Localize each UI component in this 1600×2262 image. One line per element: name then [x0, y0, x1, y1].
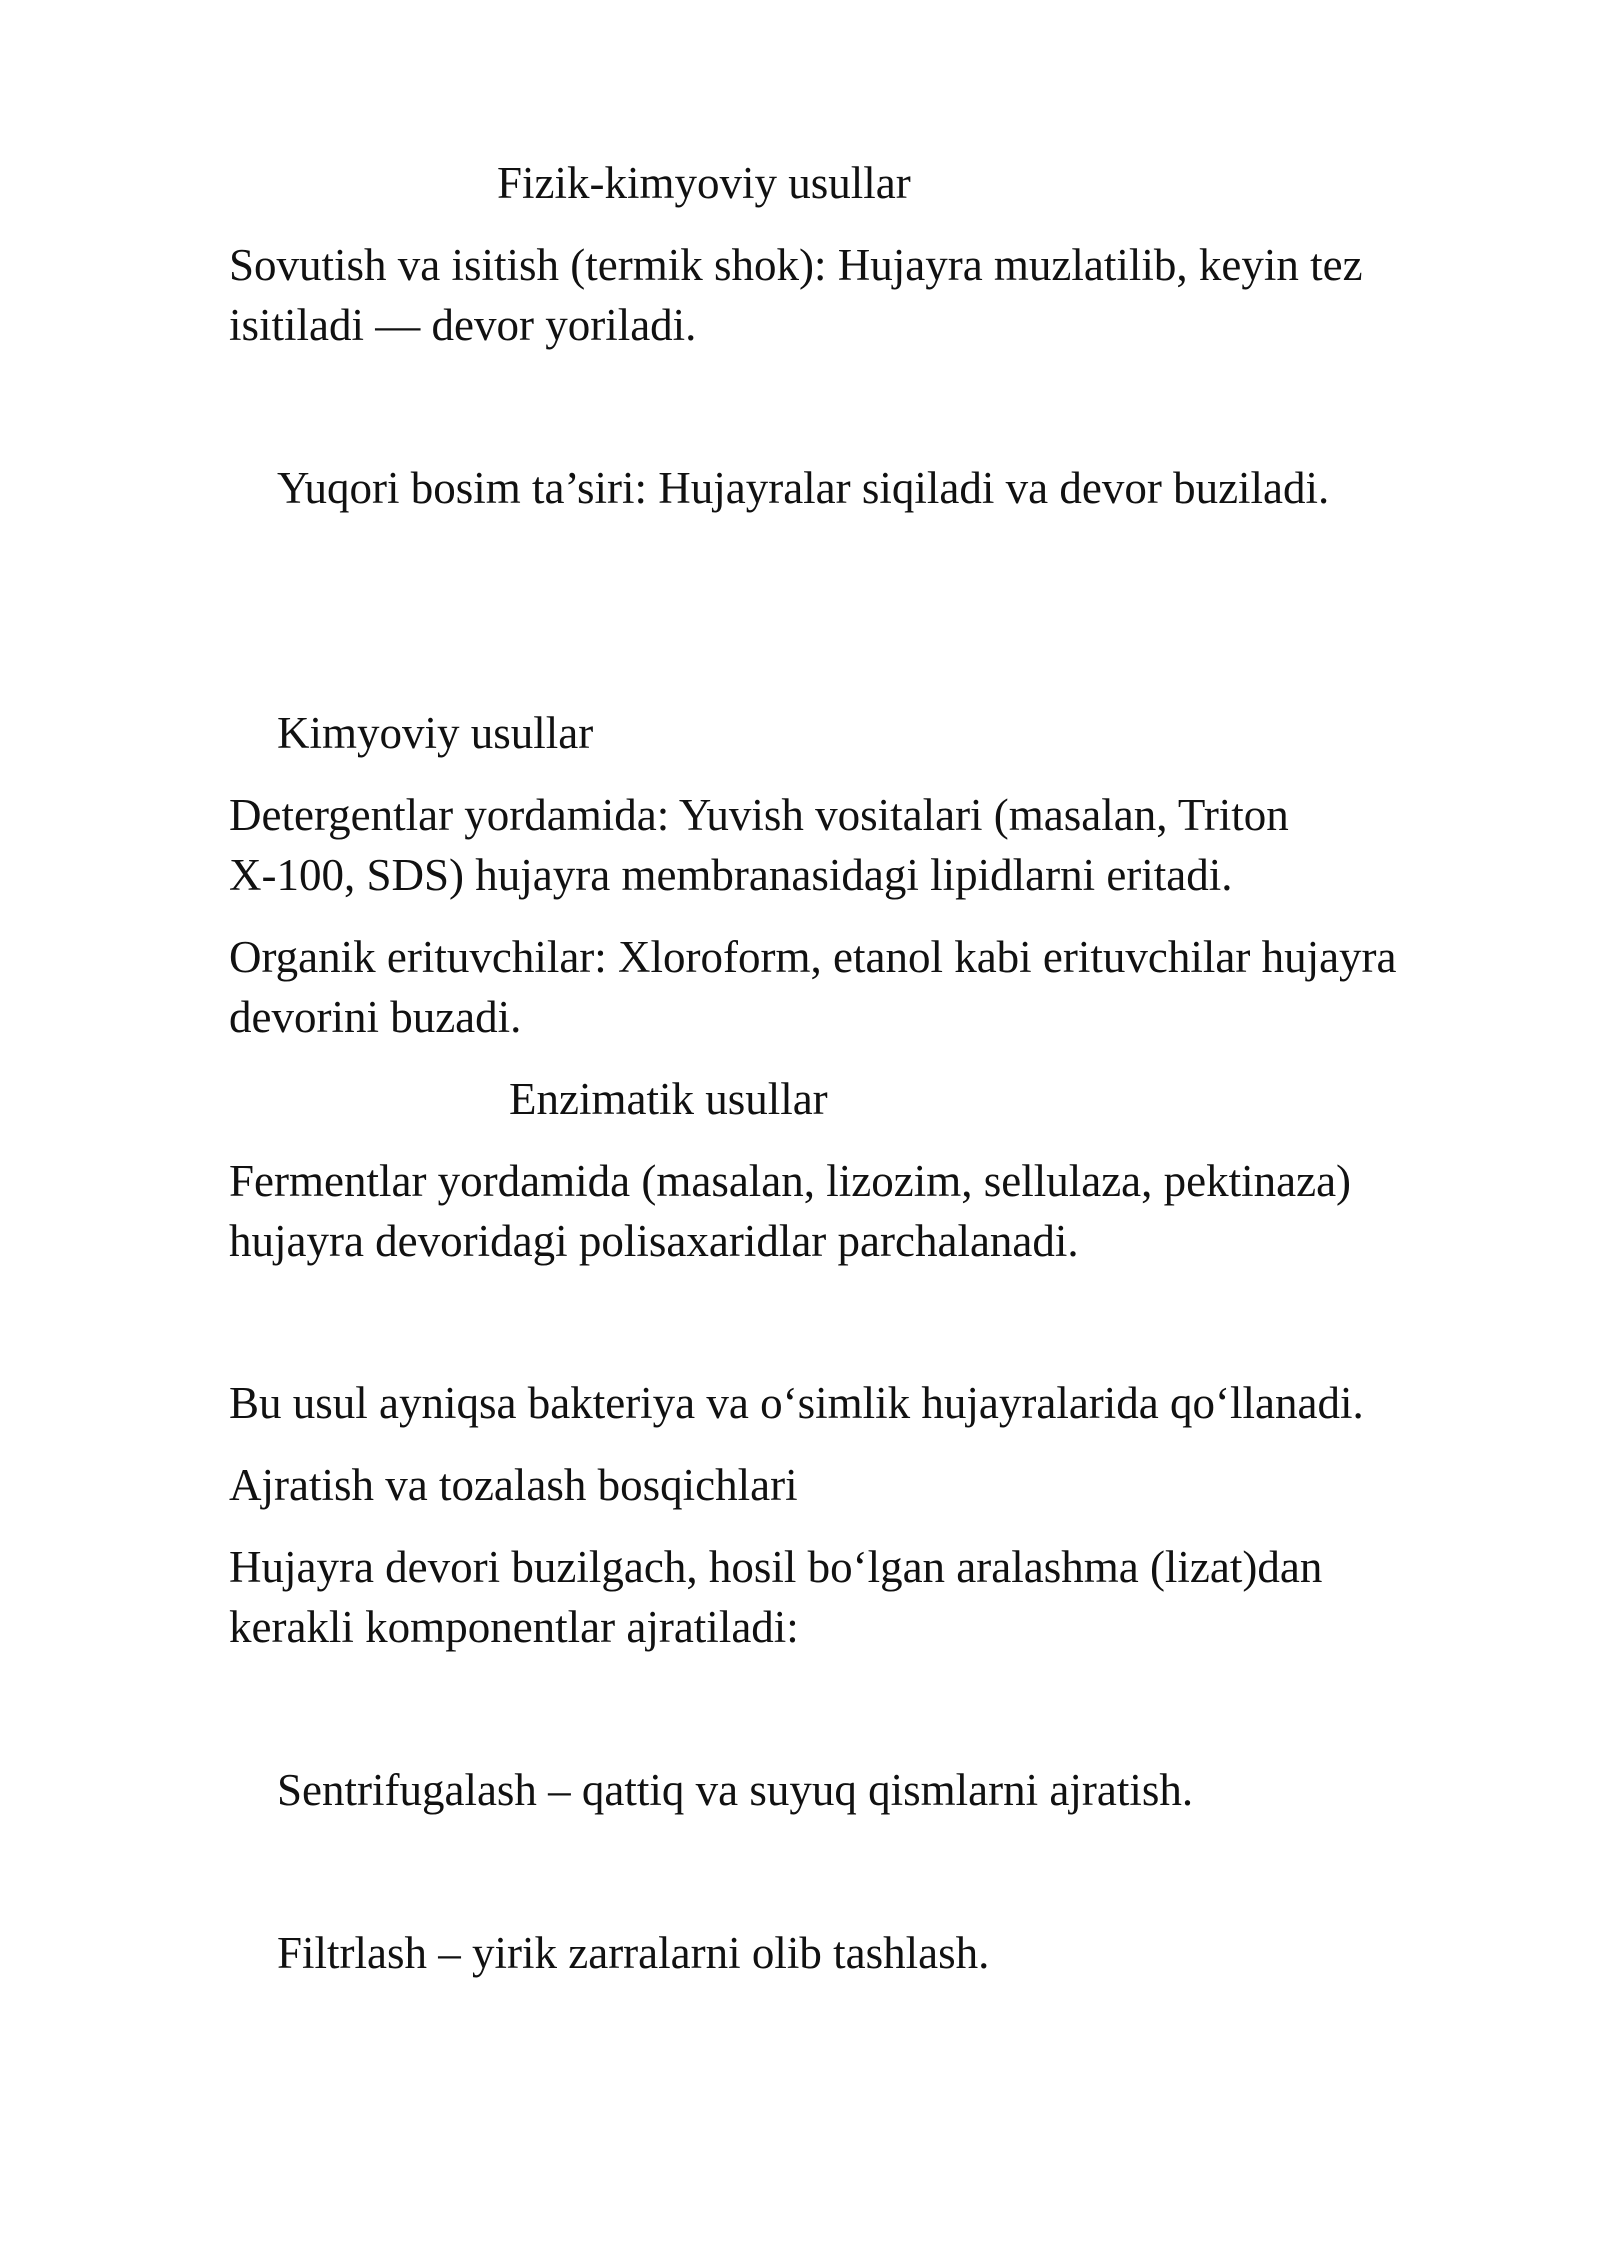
- paragraph-detergentlar-line2: X-100, SDS) hujayra membranasidagi lipidlarni eritadi.: [229, 850, 1233, 900]
- section-heading-fizik-kimyoviy: Fizik-kimyoviy usullar: [497, 158, 911, 208]
- paragraph-hujayra-devori-line2: kerakli komponentlar ajratiladi:: [229, 1602, 799, 1652]
- section-heading-ajratish: Ajratish va tozalash bosqichlari: [229, 1460, 798, 1510]
- section-heading-enzimatik: Enzimatik usullar: [509, 1074, 828, 1124]
- paragraph-detergentlar-line1: Detergentlar yordamida: Yuvish vositalari (masalan, Triton: [229, 790, 1289, 840]
- section-heading-kimyoviy: Kimyoviy usullar: [277, 708, 594, 758]
- paragraph-organik-line2: devorini buzadi.: [229, 992, 522, 1042]
- paragraph-sovutish-line1: Sovutish va isitish (termik shok): Hujayra muzlatilib, keyin tez: [229, 240, 1363, 290]
- paragraph-bu-usul: Bu usul ayniqsa bakteriya va o‘simlik hujayralarida qo‘llanadi.: [229, 1378, 1364, 1428]
- paragraph-fermentlar-line1: Fermentlar yordamida (masalan, lizozim, sellulaza, pektinaza): [229, 1156, 1352, 1206]
- paragraph-fermentlar-line2: hujayra devoridagi polisaxaridlar parchalanadi.: [229, 1216, 1079, 1266]
- paragraph-hujayra-devori-line1: Hujayra devori buzilgach, hosil bo‘lgan aralashma (lizat)dan: [229, 1542, 1323, 1592]
- paragraph-sovutish-line2: isitiladi — devor yoriladi.: [229, 300, 697, 350]
- list-item-filtrlash: Filtrlash – yirik zarralarni olib tashlash.: [277, 1928, 990, 1978]
- paragraph-organik-line1: Organik erituvchilar: Xloroform, etanol kabi erituvchilar hujayra: [229, 932, 1397, 982]
- list-item-sentrifugalash: Sentrifugalash – qattiq va suyuq qismlarni ajratish.: [277, 1765, 1194, 1815]
- paragraph-yuqori-bosim: Yuqori bosim ta’siri: Hujayralar siqiladi va devor buziladi.: [277, 463, 1330, 513]
